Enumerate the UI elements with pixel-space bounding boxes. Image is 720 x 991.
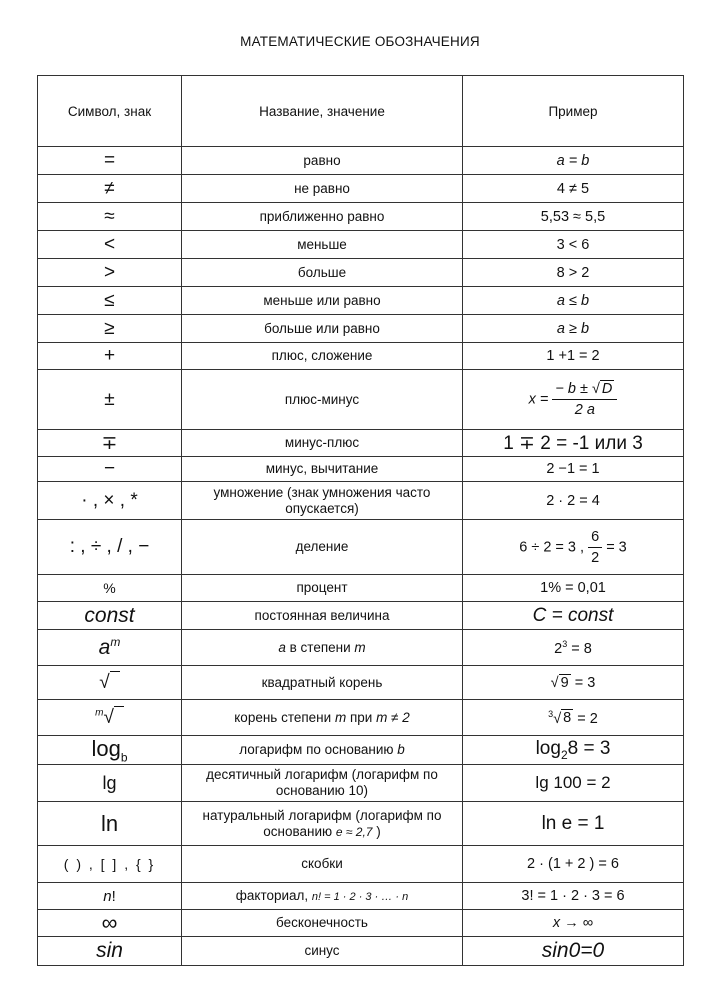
name-cell: [182, 736, 463, 765]
symbol-cell: ≈: [38, 203, 182, 231]
name-text: при: [346, 709, 377, 725]
table-row: [38, 315, 684, 343]
name-e-approx: e ≈ 2,7: [335, 824, 373, 839]
factorial-n: n: [103, 887, 112, 905]
table-row: [38, 630, 684, 666]
fraction-numerator: 6: [588, 529, 602, 548]
name-var-m: m: [354, 639, 366, 655]
symbol-cell: +: [38, 343, 182, 370]
root-rhs: = 2: [573, 710, 598, 727]
sqrt-rhs: = 3: [570, 674, 596, 691]
symbol-cell: ln: [38, 802, 182, 846]
name-var-a: a: [278, 639, 286, 655]
table-row: [38, 736, 684, 765]
fraction-denominator: 2 a: [574, 402, 595, 418]
log-rest: 8 = 3: [567, 738, 611, 760]
name-condition: m ≠ 2: [376, 709, 410, 725]
example-cell: 5,53 ≈ 5,5: [463, 203, 684, 231]
example-cell: 8 > 2: [463, 259, 684, 287]
table-row: [38, 575, 684, 602]
example-cell: 3! = 1 · 2 · 3 = 6: [463, 883, 684, 910]
name-cell: бесконечность: [182, 910, 463, 937]
symbol-cell: ±: [38, 370, 182, 430]
symbol-cell: ≠: [38, 175, 182, 203]
table-row: [38, 370, 684, 430]
name-text: натуральный логарифм (логарифм по основанию: [202, 807, 442, 839]
name-cell: [182, 630, 463, 666]
root-index: m: [95, 707, 104, 719]
name-cell: меньше или равно: [182, 287, 463, 315]
example-cell: 1% = 0,01: [463, 575, 684, 602]
name-text: корень степени: [234, 709, 335, 725]
example-cell: a ≤ b: [463, 287, 684, 315]
table-row: [38, 520, 684, 575]
example-cell: 1 ∓ 2 = -1 или 3: [463, 430, 684, 457]
name-formula: n! = 1 · 2 · 3 · … · n: [311, 890, 409, 903]
table-row: [38, 457, 684, 482]
name-cell: синус: [182, 937, 463, 966]
name-var-b: b: [397, 742, 405, 758]
example-cell: x → ∞: [463, 910, 684, 937]
example-cell: 2 · 2 = 4: [463, 482, 684, 520]
page-title: МАТЕМАТИЧЕСКИЕ ОБОЗНАЧЕНИЯ: [240, 34, 480, 49]
radicand: [110, 671, 120, 693]
symbol-cell: · , × , *: [38, 482, 182, 520]
example-cell: 1 +1 = 2: [463, 343, 684, 370]
symbol-cell: [38, 736, 182, 765]
table-header-row: [38, 76, 684, 147]
factorial-bang: !: [111, 887, 116, 905]
symbol-cell: >: [38, 259, 182, 287]
name-cell: [182, 802, 463, 846]
power-rhs: = 8: [567, 640, 592, 657]
table-row: [38, 482, 684, 520]
log-base: log: [91, 736, 121, 761]
sqrt-icon: √: [99, 671, 119, 693]
name-cell: минус-плюс: [182, 430, 463, 457]
example-cell: 2 · (1 + 2 ) = 6: [463, 846, 684, 883]
table-row: [38, 175, 684, 203]
log-base: log: [535, 738, 561, 760]
fraction-denominator: 2: [591, 549, 600, 566]
example-cell: ln e = 1: [463, 802, 684, 846]
example-cell: 4 ≠ 5: [463, 175, 684, 203]
symbol-cell: lg: [38, 765, 182, 802]
example-cell: [463, 736, 684, 765]
name-cell: приближенно равно: [182, 203, 463, 231]
name-cell: квадратный корень: [182, 666, 463, 700]
radicand: 8: [563, 710, 572, 727]
notation-table: [37, 75, 684, 966]
name-text: в степени: [285, 639, 355, 655]
nth-root-icon: √: [103, 706, 123, 728]
root-index: 3: [548, 708, 554, 719]
example-cell: a = b: [463, 147, 684, 175]
example-cell: a ≥ b: [463, 315, 684, 343]
fraction-numerator: − b ± √ D: [552, 381, 617, 400]
table-row: [38, 802, 684, 846]
table-row: [38, 147, 684, 175]
name-cell: [182, 700, 463, 736]
symbol-cell: const: [38, 602, 182, 630]
table-row: [38, 343, 684, 370]
table-row: [38, 666, 684, 700]
division-rhs: = 3: [606, 538, 627, 555]
name-var-m: m: [334, 709, 347, 725]
table-row: [38, 910, 684, 937]
table-row: [38, 937, 684, 966]
symbol-cell: [38, 630, 182, 666]
name-cell: плюс, сложение: [182, 343, 463, 370]
name-cell: больше или равно: [182, 315, 463, 343]
name-cell: не равно: [182, 175, 463, 203]
name-cell: деление: [182, 520, 463, 575]
example-cell: [463, 630, 684, 666]
symbol-cell: <: [38, 231, 182, 259]
numerator-text: − b ±: [555, 381, 588, 397]
table-row: [38, 765, 684, 802]
symbol-cell: [38, 883, 182, 910]
symbol-cell: [38, 666, 182, 700]
example-cell: C = const: [463, 602, 684, 630]
name-cell: плюс-минус: [182, 370, 463, 430]
formula-lhs: x =: [528, 391, 549, 408]
name-cell: десятичный логарифм (логарифм по основанию 10): [182, 765, 463, 802]
example-cell: 2 −1 = 1: [463, 457, 684, 482]
table-row: [38, 287, 684, 315]
symbol-cell: ≥: [38, 315, 182, 343]
name-cell: больше: [182, 259, 463, 287]
table-row: [38, 602, 684, 630]
symbol-cell: : , ÷ , / , −: [38, 520, 182, 575]
table-row: [38, 203, 684, 231]
table-row: [38, 846, 684, 883]
log-subscript: b: [120, 750, 128, 765]
name-text: факториал,: [235, 887, 312, 903]
example-cell: √ 9 = 3: [463, 666, 684, 700]
symbol-cell: ≤: [38, 287, 182, 315]
name-cell: процент: [182, 575, 463, 602]
symbol-cell: =: [38, 147, 182, 175]
fraction: [588, 529, 602, 566]
example-cell: [463, 370, 684, 430]
example-cell: [463, 520, 684, 575]
fraction: [552, 381, 617, 418]
example-cell: 3 < 6: [463, 231, 684, 259]
radicand: [114, 706, 124, 728]
name-cell: равно: [182, 147, 463, 175]
example-cell: $^3$√ 8 = 2: [463, 700, 684, 736]
table-row: [38, 231, 684, 259]
power-base: a: [98, 636, 111, 659]
table-row: [38, 430, 684, 457]
header-example: Пример: [463, 76, 684, 147]
name-text: ): [372, 823, 381, 839]
power-exponent: 3: [562, 638, 568, 649]
table-row: [38, 700, 684, 736]
power-base: 2: [554, 640, 563, 657]
radicand: 9: [560, 674, 569, 691]
header-symbol: Символ, знак: [38, 76, 182, 147]
power-exponent: m: [110, 635, 121, 649]
symbol-cell: −: [38, 457, 182, 482]
symbol-cell: ( ) , [ ] , { }: [38, 846, 182, 883]
name-cell: умножение (знак умножения часто опускается): [182, 482, 463, 520]
division-lhs: 6 ÷ 2 = 3 ,: [519, 538, 585, 555]
name-cell: минус, вычитание: [182, 457, 463, 482]
table-row: [38, 259, 684, 287]
radicand: D: [601, 381, 613, 397]
symbol-cell: [38, 700, 182, 736]
example-cell: lg 100 = 2: [463, 765, 684, 802]
name-cell: постоянная величина: [182, 602, 463, 630]
log-subscript: 2: [560, 748, 568, 763]
header-name: Название, значение: [182, 76, 463, 147]
example-cell: sin0=0: [463, 937, 684, 966]
name-cell: [182, 883, 463, 910]
name-cell: меньше: [182, 231, 463, 259]
symbol-cell: sin: [38, 937, 182, 966]
symbol-cell: %: [38, 575, 182, 602]
table-row: [38, 883, 684, 910]
name-text: логарифм по основанию: [239, 742, 398, 758]
symbol-cell: ∞: [38, 910, 182, 937]
symbol-cell: ∓: [38, 430, 182, 457]
name-cell: скобки: [182, 846, 463, 883]
